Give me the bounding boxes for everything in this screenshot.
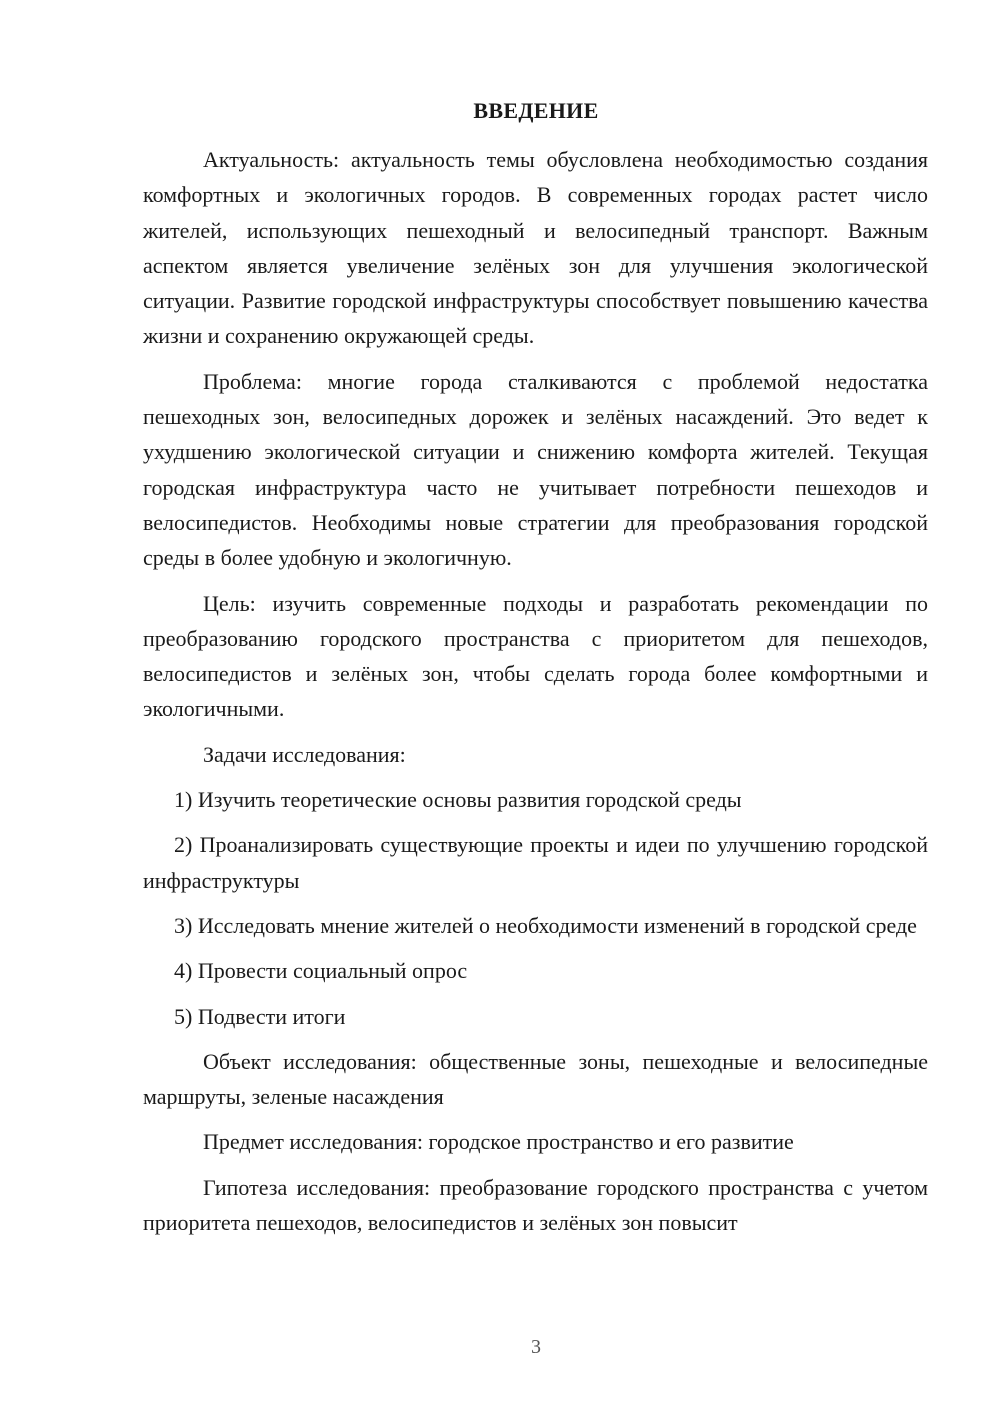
task-item-4: 4) Провести социальный опрос — [174, 958, 468, 984]
page-number: 3 — [531, 1336, 541, 1358]
paragraph-goal: Цель: изучить современные подходы и разработать рекомендации по преобразованию городского пространства с приоритетом для пешеходов, велосипедистов и зелёных зон, чтобы сделать города более комфортными и экологичными. — [143, 590, 928, 722]
task-item-2: 2) Проанализировать существующие проекты и идеи по улучшению городской инфраструктуры — [143, 832, 928, 893]
tasks-list — [143, 782, 928, 1034]
paragraph-hypothesis: Гипотеза исследования: преобразование городского пространства с учетом приоритета пешеходов, велосипедистов и зелёных зон повысит — [143, 1174, 928, 1236]
paragraph-subject: Предмет исследования: городское пространство и его развитие — [203, 1129, 794, 1155]
task-item-5: 5) Подвести итоги — [174, 1003, 346, 1029]
section-title: ВВЕДЕНИЕ — [473, 98, 599, 123]
task-item-3: 3) Исследовать мнение жителей о необходимости изменений в городской среде — [174, 912, 917, 938]
paragraph-problem: Проблема: многие города сталкиваются с проблемой недостатка пешеходных зон, велосипедных дорожек и зелёных насаждений. Это ведет к ухудшению экологической ситуации и снижению комфорта жителей. Текущая городская инфраструктура часто не учитывает потребности пешеходов и велосипедистов. Необходимы новые стратегии для преобразования городской среды в более удобную и экологичную. — [143, 368, 928, 571]
tasks-heading: Задачи исследования: — [203, 741, 406, 767]
task-item-1: 1) Изучить теоретические основы развития городской среды — [174, 787, 742, 813]
paragraph-object: Объект исследования: общественные зоны, пешеходные и велосипедные маршруты, зеленые насаждения — [143, 1048, 928, 1110]
document-body — [143, 142, 928, 1250]
paragraph-relevance: Актуальность: актуальность темы обусловлена необходимостью создания комфортных и экологичных городов. В современных городах растет число жителей, использующих пешеходный и велосипедный транспорт. Важным аспектом является увеличение зелёных зон для улучшения экологической ситуации. Развитие городской инфраструктуры способствует повышению качества жизни и сохранению окружающей среды. — [143, 147, 928, 349]
